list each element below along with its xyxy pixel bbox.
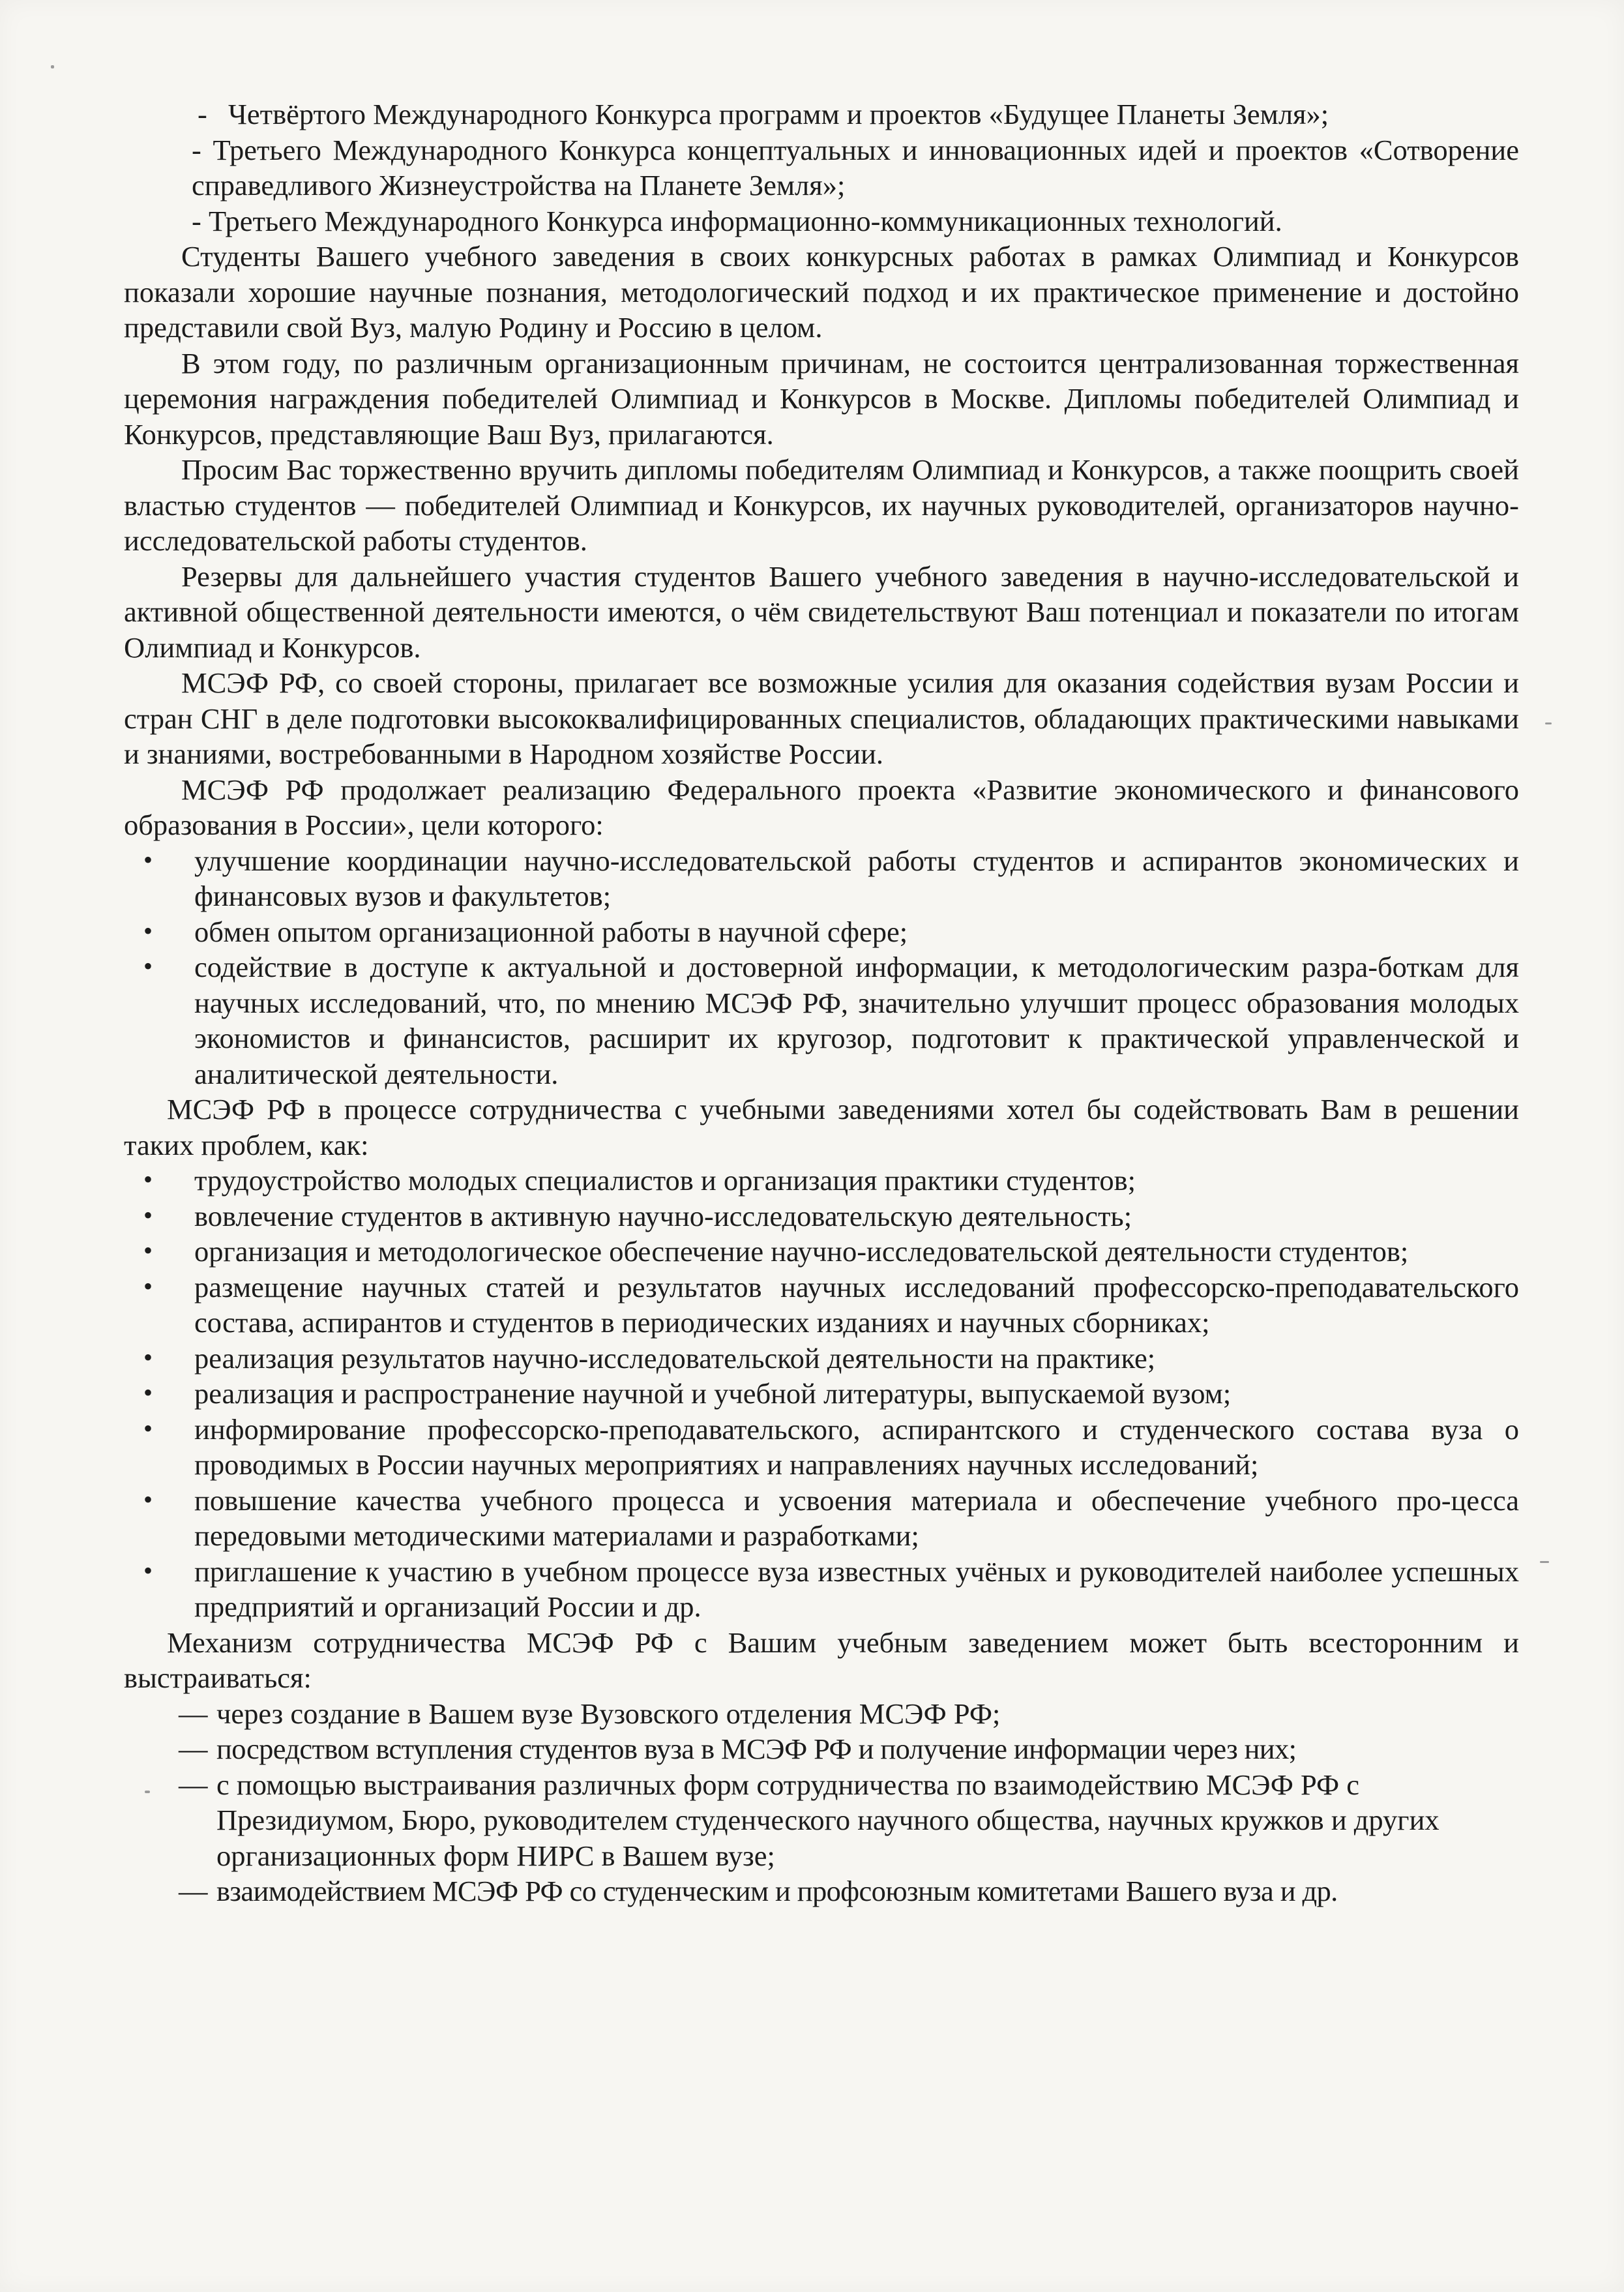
problem-item [124,1270,1519,1341]
dash-list-item [124,97,1519,132]
paragraph-reserves: Резервы для дальнейшего участия студентов Вашего учебного заведения в научно-исследовательской и активной общественной деятельности имеются, о чём свидетельствуют Ваш потенциал и показатели по итогам Олимпиад и Конкурсов. [124,559,1519,664]
paragraph-students: Студенты Вашего учебного заведения в своих конкурсных работах в рамках Олимпиад и Конкурсов показали хорошие научные познания, методологический подход и их практическое применение и достойно представили свой Вуз, малую Родину и Россию в целом. [124,240,1519,344]
bullet-icon: • [143,844,153,874]
mechanism-text: взаимодействием МСЭФ РФ со студенческим и профсоюзным комитетами Вашего вуза и др. [216,1875,1338,1907]
goal-item [124,843,1519,914]
dash-item-text: Третьего Международного Конкурса концептуальных и инновационных идей и проектов «Сотворение справедливого Жизнеустройства на Планете Земля»; [192,133,1519,201]
mechanism-text: через создание в Вашем вузе Вузовского отделения МСЭФ РФ; [216,1697,1001,1730]
bullet-icon: • [143,1342,153,1372]
dash-item-text-wrap [192,203,1519,239]
problem-text: вовлечение студентов в активную научно-исследовательскую деятельность; [194,1199,1132,1232]
scan-speck [1540,1561,1549,1563]
mechanism-item [124,1873,1519,1909]
scan-speck [51,65,54,68]
problem-item [124,1163,1519,1198]
paragraph-mechanism: Механизм сотрудничества МСЭФ РФ с Вашим учебным заведением может быть всесторонним и выстраиваться: [124,1626,1519,1694]
paragraph-cooperation: МСЭФ РФ в процессе сотрудничества с учебными заведениями хотел бы содействовать Вам в решении таких проблем, как: [124,1093,1519,1161]
dash-item-text-wrap [192,132,1519,203]
problem-item [124,1234,1519,1270]
problem-item [124,1341,1519,1377]
bullet-icon: • [143,915,153,945]
goal-text: улучшение координации научно-исследовательской работы студентов и аспирантов экономических и финансовых вузов и факультетов; [194,844,1519,912]
scan-speck [1545,722,1552,724]
bullet-icon: • [143,1236,153,1265]
paragraph-project: МСЭФ РФ продолжает реализацию Федерального проекта «Развитие экономического и финансового образования в России», цели которого: [124,773,1519,841]
em-dash-marker: — [179,1768,208,1801]
bullet-icon: • [143,1378,153,1407]
mechanism-text: посредством вступления студентов вуза в МСЭФ РФ и получение информации через них; [216,1733,1297,1765]
dash-list-item [124,132,1519,203]
bullet-icon: • [143,1271,153,1301]
dash-marker: - [192,204,201,237]
problem-item [124,1412,1519,1483]
problem-text: информирование профессорско-преподавательского, аспирантского и студенческого состава вуза о проводимых в России научных мероприятиях и направлениях научных исследований; [194,1412,1519,1481]
document-body [124,97,1519,1909]
em-dash-marker: — [179,1697,208,1730]
mechanism-item [124,1767,1519,1874]
problem-text: трудоустройство молодых специалистов и организация практики студентов; [194,1164,1136,1197]
bullet-icon: • [143,1200,153,1230]
mechanism-item [124,1696,1519,1732]
dash-marker: - [192,133,201,166]
problem-item [124,1483,1519,1554]
goal-item [124,914,1519,950]
paragraph-msef-efforts: МСЭФ РФ, со своей стороны, прилагает все возможные усилия для оказания содействия вузам России и стран СНГ в деле подготовки высококвалифицированных специалистов, обладающих практическими навыками и знаниями, востребованными в Народном хозяйстве России. [124,666,1519,770]
bullet-icon: • [143,1413,153,1443]
em-dash-marker: — [179,1733,207,1765]
mechanism-item [124,1731,1519,1767]
bullet-icon: • [143,951,153,981]
dash-item-text: Третьего Международного Конкурса информационно-коммуникационных технологий. [208,204,1282,237]
problem-item [124,1554,1519,1625]
problem-text: приглашение к участию в учебном процессе вуза известных учёных и руководителей наиболее успешных предприятий и организаций России и др. [194,1555,1519,1623]
dash-marker: - [198,98,207,130]
paragraph-request: Просим Вас торжественно вручить дипломы победителям Олимпиад и Конкурсов, а также поощрить своей властью студентов — победителей Олимпиад и Конкурсов, их научных руководителей, организаторов научно-исследовательской работы студентов. [124,453,1519,557]
mechanism-text: с помощью выстраивания различных форм сотрудничества по взаимодействию МСЭФ РФ с Президиумом, Бюро, руководителем студенческого научного общества, научных кружков и других организационных форм НИРС в Вашем вузе; [216,1768,1439,1872]
problem-text: реализация результатов научно-исследовательской деятельности на практике; [194,1341,1156,1375]
problem-text: повышение качества учебного процесса и усвоения материала и обеспечение учебного про-цесса передовыми методическими материалами и разработками; [194,1483,1519,1552]
dash-list-item [124,203,1519,239]
problem-item [124,1376,1519,1412]
dash-item-text: Четвёртого Международного Конкурса программ и проектов «Будущее Планеты Земля»; [228,98,1329,130]
bullet-icon: • [143,1484,153,1514]
em-dash-marker: — [179,1875,207,1907]
goal-text: обмен опытом организационной работы в научной сфере; [194,915,908,948]
problem-item [124,1198,1519,1234]
paragraph-ceremony: В этом году, по различным организационным причинам, не состоится централизованная торжественная церемония награждения победителей Олимпиад и Конкурсов в Москве. Дипломы победителей Олимпиад и Конкурсов, представляющие Ваш Вуз, прилагаются. [124,346,1519,451]
problem-text: организация и методологическое обеспечение научно-исследовательской деятельности студентов; [194,1235,1409,1268]
problem-text: реализация и распространение научной и учебной литературы, выпускаемой вузом; [194,1377,1232,1410]
problem-text: размещение научных статей и результатов научных исследований профессорско-преподавательского состава, аспирантов и студентов в периодических изданиях и научных сборниках; [194,1270,1519,1339]
goal-item [124,949,1519,1092]
bullet-icon: • [143,1555,153,1585]
bullet-icon: • [143,1165,153,1194]
goal-text: содействие в доступе к актуальной и достоверной информации, к методологическим разра-боткам для научных исследований, что, по мнению МСЭФ РФ, значительно улучшит процесс образования молодых экономистов и финансистов, расширит их кругозор, подготовит к практической управленческой и аналитической деятельности. [194,951,1519,1090]
